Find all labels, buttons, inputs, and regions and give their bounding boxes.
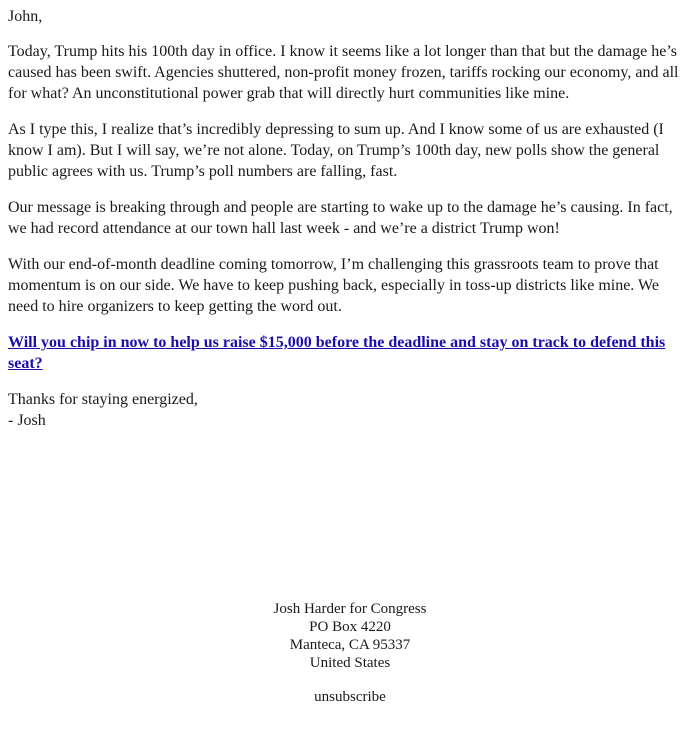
cta-paragraph [8,332,688,374]
signoff [8,389,688,431]
greeting: John, [8,8,43,25]
signoff-name: - Josh [8,412,46,429]
email-body [8,6,688,431]
footer-country: United States [309,655,391,671]
footer-address-line2: Manteca, CA 95337 [289,637,411,653]
email-footer [0,600,700,706]
paragraph-message-breaking-through: Our message is breaking through and people are starting to wake up to the damage he’s causing. In fact, we had record attendance at our town hall last week - and we’re a district Trump won! [8,199,673,237]
paragraph-not-alone: As I type this, I realize that’s incredibly depressing to sum up. And I know some of us are exhausted (I know I am). But I will say, we’re not alone. Today, on Trump’s 100th day, new polls show the general public agrees with us. Trump’s poll numbers are falling, fast. [8,121,664,180]
donate-cta-link[interactable]: Will you chip in now to help us raise $15,000 before the deadline and stay on track to defend this seat? [8,334,666,372]
footer-address-line1: PO Box 4220 [309,619,391,635]
unsubscribe-link[interactable]: unsubscribe [314,689,386,705]
paragraph-deadline: With our end-of-month deadline coming tomorrow, I’m challenging this grassroots team to prove that momentum is on our side. We have to keep pushing back, especially in toss-up districts like mine. We need to hire organizers to keep getting the word out. [8,256,659,315]
footer-org-name: Josh Harder for Congress [273,601,427,617]
signoff-thanks: Thanks for staying energized, [8,391,198,408]
paragraph-100th-day: Today, Trump hits his 100th day in office. I know it seems like a lot longer than that but the damage he’s caused has been swift. Agencies shuttered, non-profit money frozen, tariffs rocking our economy, and all for what? An unconstitutional power grab that will directly hurt communities like mine. [8,43,679,102]
